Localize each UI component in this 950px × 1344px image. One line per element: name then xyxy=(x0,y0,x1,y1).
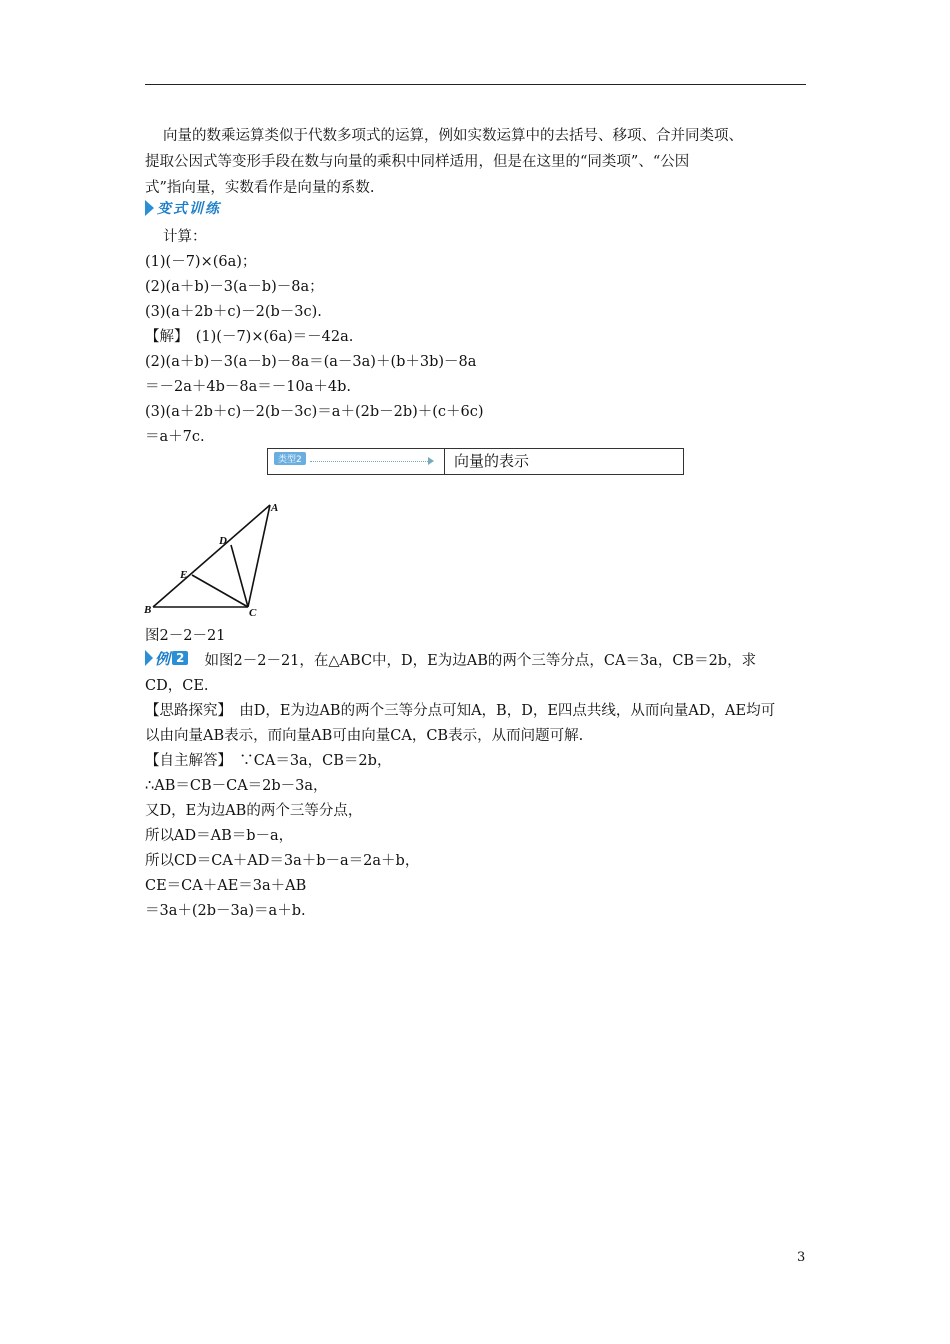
example-line-2: CD，CE. xyxy=(145,678,209,694)
exercise-item-3: (3)(a＋2b＋c)－2(b－3c). xyxy=(145,304,322,320)
dotted-leader xyxy=(310,461,430,462)
answer-line-6: CE＝CA＋AE＝3a＋AB xyxy=(145,878,307,894)
section-title: 向量的表示 xyxy=(454,452,530,470)
label-e: E xyxy=(180,569,188,581)
intro-line-1: 向量的数乘运算类似于代数多项式的运算，例如实数运算中的去括号、移项、合并同类项、 xyxy=(163,128,743,144)
answer-line-1: 【自主解答】 ∵CA＝3a，CB＝2b， xyxy=(145,753,392,769)
example-label: 例 xyxy=(155,649,171,668)
play-arrow-icon xyxy=(145,650,153,666)
variant-training-label: 变式训练 xyxy=(157,200,221,217)
arrow-icon xyxy=(428,457,434,465)
example-tag xyxy=(145,649,188,667)
answer-line-7: ＝3a＋(2b－3a)＝a＋b. xyxy=(145,903,306,919)
solution-line-1: 【解】 (1)(－7)×(6a)＝－42a. xyxy=(145,329,354,345)
figure-caption: 图2－2－21 xyxy=(145,628,226,644)
variant-training-tag xyxy=(145,199,221,216)
analysis-line-2: 以由向量AB表示，而向量AB可由向量CA，CB表示，从而问题可解. xyxy=(145,728,584,744)
label-c: C xyxy=(249,607,257,619)
label-d: D xyxy=(219,535,227,547)
section-header xyxy=(267,448,684,475)
segment-ec xyxy=(192,575,248,607)
example-line-1: 如图2－2－21，在△ABC中，D，E为边AB的两个三等分点，CA＝3a，CB＝2b，求 xyxy=(190,653,757,669)
answer-line-2: ∴AB＝CB－CA＝2b－3a， xyxy=(145,778,328,794)
solution-line-4: (3)(a＋2b＋c)－2(b－3c)＝a＋(2b－2b)＋(c＋6c) xyxy=(145,404,484,420)
answer-line-5: 所以CD＝CA＋AD＝3a＋b－a＝2a＋b， xyxy=(145,853,420,869)
solution-line-2: (2)(a＋b)－3(a－b)－8a＝(a－3a)＋(b＋3b)－8a xyxy=(145,354,477,370)
intro-line-3: 式”指向量，实数看作是向量的系数. xyxy=(145,180,375,196)
segment-dc xyxy=(231,545,248,607)
section-tag: 类型2 xyxy=(274,452,306,465)
example-number: 2 xyxy=(172,651,188,665)
segment-ab xyxy=(153,505,270,607)
triangle-figure xyxy=(140,495,290,625)
exercise-item-2: (2)(a＋b)－3(a－b)－8a； xyxy=(145,279,324,295)
analysis-line-1: 【思路探究】 由D，E为边AB的两个三等分点可知A，B，D，E四点共线，从而向量AD，AE均可 xyxy=(145,703,776,719)
answer-line-3: 又D，E为边AB的两个三等分点， xyxy=(145,803,363,819)
exercise-item-1: (1)(－7)×(6a)； xyxy=(145,254,257,270)
solution-line-5: ＝a＋7c. xyxy=(145,429,205,445)
header-rule xyxy=(145,84,806,85)
label-b: B xyxy=(144,604,152,616)
exercise-prompt: 计算： xyxy=(163,229,207,245)
page-number: 3 xyxy=(797,1250,806,1265)
section-tag-area xyxy=(268,449,445,474)
answer-line-4: 所以AD＝AB＝b－a， xyxy=(145,828,294,844)
intro-paragraph xyxy=(145,123,807,201)
intro-line-2: 提取公因式等变形手段在数与向量的乘积中同样适用，但是在这里的“同类项”、“公因 xyxy=(145,154,690,170)
label-a: A xyxy=(271,502,279,514)
solution-line-3: ＝－2a＋4b－8a＝－10a＋4b. xyxy=(145,379,351,395)
play-arrow-icon xyxy=(145,200,154,216)
